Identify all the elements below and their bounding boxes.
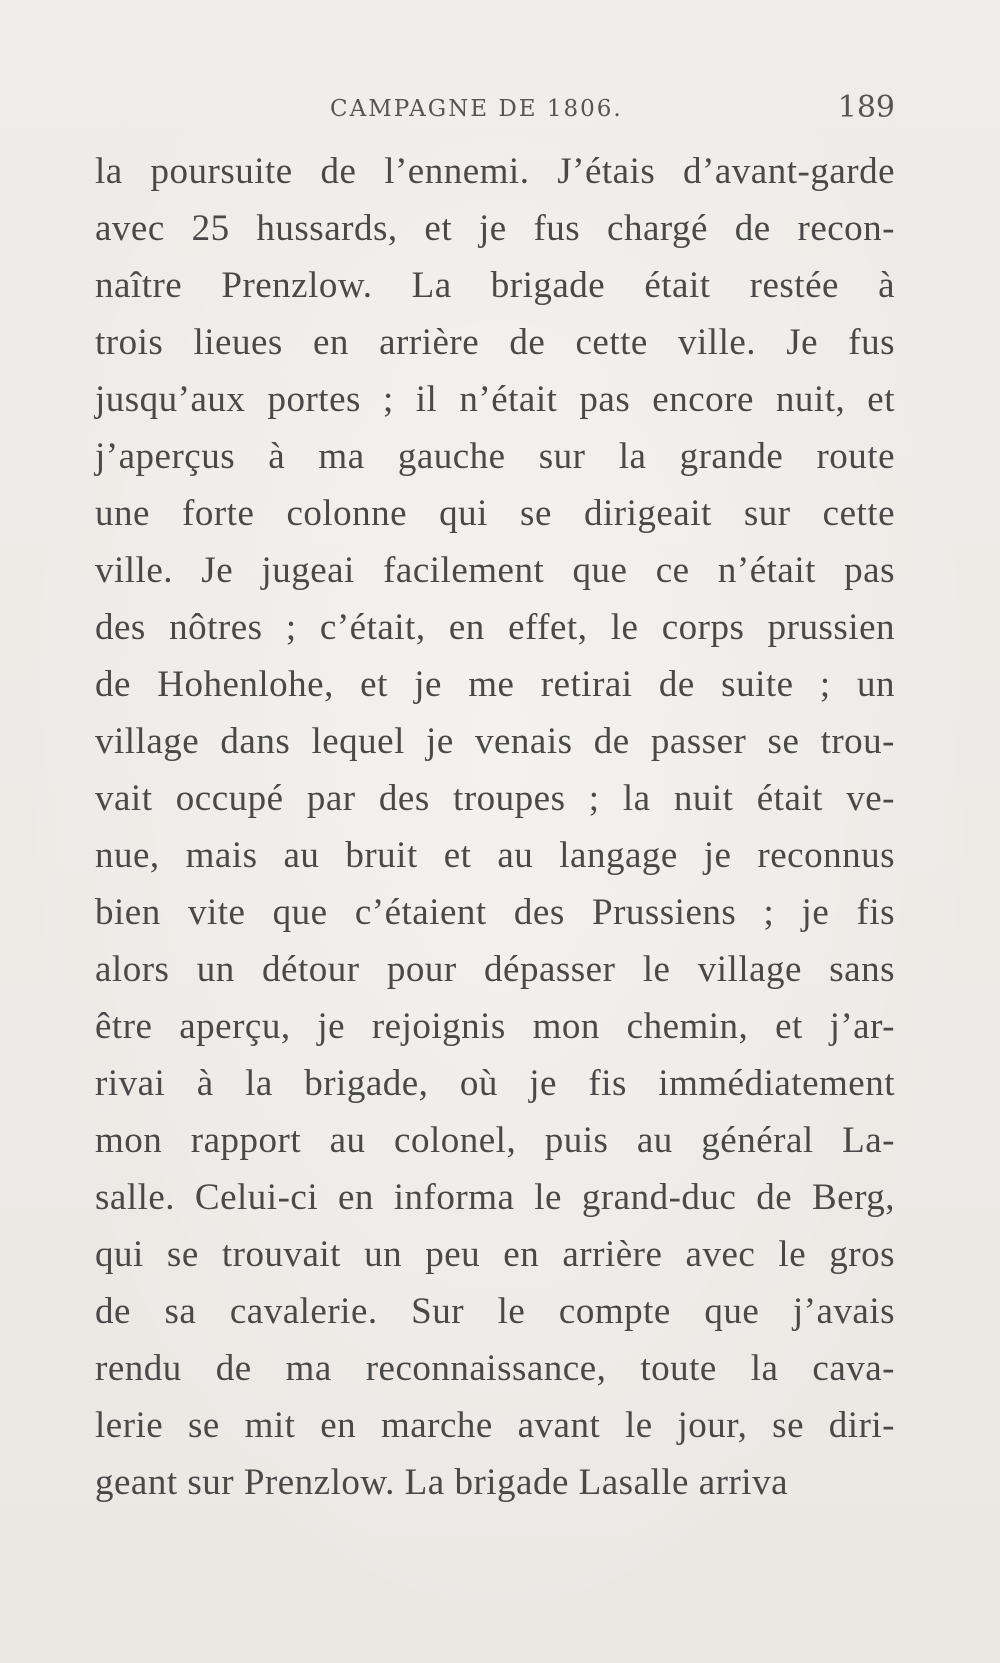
text-line: de sa cavalerie. Sur le compte que j’avais <box>95 1291 895 1332</box>
text-line: nue, mais au bruit et au langage je reconnus <box>95 835 895 876</box>
text-line: lerie se mit en marche avant le jour, se diri- <box>95 1405 895 1446</box>
text-line: être aperçu, je rejoignis mon chemin, et j’ar- <box>95 1006 895 1047</box>
page-number: 189 <box>837 90 895 125</box>
text-line: geant sur Prenzlow. La brigade Lasalle arriva <box>95 1462 788 1503</box>
text-line: rendu de ma reconnaissance, toute la cava- <box>95 1348 895 1389</box>
page-header <box>330 90 895 132</box>
text-line: rivai à la brigade, où je fis immédiatement <box>95 1063 895 1104</box>
body-text <box>95 143 895 1511</box>
text-line: qui se trouvait un peu en arrière avec le gros <box>95 1234 895 1275</box>
text-line: vait occupé par des troupes ; la nuit était ve- <box>95 778 895 819</box>
text-line: de Hohenlohe, et je me retirai de suite ; un <box>95 664 895 705</box>
text-line: la poursuite de l’ennemi. J’étais d’avant-garde <box>95 151 895 192</box>
text-line: avec 25 hussards, et je fus chargé de recon- <box>95 208 895 249</box>
running-title: CAMPAGNE DE 1806. <box>330 96 623 122</box>
text-line: mon rapport au colonel, puis au général La- <box>95 1120 895 1161</box>
text-line: salle. Celui-ci en informa le grand-duc de Berg, <box>95 1177 895 1218</box>
text-line: des nôtres ; c’était, en effet, le corps prussien <box>95 607 895 648</box>
text-line: bien vite que c’étaient des Prussiens ; je fis <box>95 892 895 933</box>
text-line: une forte colonne qui se dirigeait sur cette <box>95 493 895 534</box>
text-line: j’aperçus à ma gauche sur la grande route <box>95 436 895 477</box>
text-line: alors un détour pour dépasser le village sans <box>95 949 895 990</box>
text-line: ville. Je jugeai facilement que ce n’était pas <box>95 550 895 591</box>
text-line: jusqu’aux portes ; il n’était pas encore nuit, et <box>95 379 895 420</box>
text-line: naître Prenzlow. La brigade était restée à <box>95 265 895 306</box>
text-line: trois lieues en arrière de cette ville. Je fus <box>95 322 895 363</box>
text-line: village dans lequel je venais de passer se trou- <box>95 721 895 762</box>
